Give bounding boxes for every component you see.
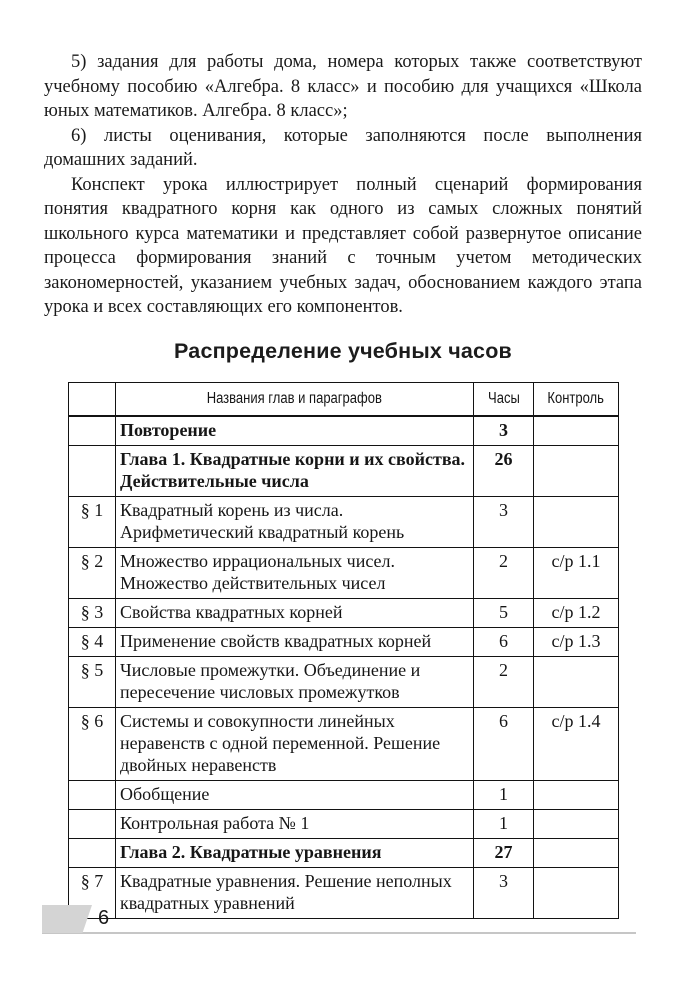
header-label: Часы [487, 389, 520, 407]
table-row [69, 547, 619, 598]
cell-control [534, 445, 619, 496]
cell-hours: 2 [474, 547, 534, 598]
cell-title: Квадратные уравнения. Решение неполных квадратных уравнений [116, 867, 474, 918]
cell-hours: 3 [474, 496, 534, 547]
cell-title: Системы и совокупности линейных неравенств с одной переменной. Решение двойных неравенств [116, 707, 474, 780]
cell-title: Глава 2. Квадратные уравнения [116, 838, 474, 867]
cell-para: § 4 [69, 627, 116, 656]
cell-para: § 6 [69, 707, 116, 780]
cell-para: § 7 [69, 867, 116, 918]
header-cell-hours [474, 382, 534, 416]
cell-para [69, 780, 116, 809]
cell-control: с/р 1.2 [534, 598, 619, 627]
table-header-row [69, 382, 619, 416]
header-cell-title [116, 382, 474, 416]
cell-hours: 5 [474, 598, 534, 627]
cell-control [534, 838, 619, 867]
cell-hours: 26 [474, 445, 534, 496]
cell-control: с/р 1.4 [534, 707, 619, 780]
cell-control [534, 496, 619, 547]
cell-para: § 1 [69, 496, 116, 547]
cell-para [69, 838, 116, 867]
cell-title: Повторение [116, 416, 474, 446]
table-row [69, 707, 619, 780]
cell-title: Обобщение [116, 780, 474, 809]
intro-text [44, 50, 642, 320]
table-row [69, 627, 619, 656]
cell-title: Свойства квадратных корней [116, 598, 474, 627]
cell-hours: 2 [474, 656, 534, 707]
table-row [69, 496, 619, 547]
schedule-table [68, 382, 619, 919]
cell-para: § 2 [69, 547, 116, 598]
table-body [69, 416, 619, 919]
paragraph-item-6: 6) листы оценивания, которые заполняются после выполнения домашних заданий. [44, 125, 642, 170]
header-cell-control [534, 382, 619, 416]
cell-para [69, 416, 116, 446]
table-row [69, 780, 619, 809]
table-row [69, 445, 619, 496]
cell-title: Числовые промежутки. Объединение и пересечение числовых промежутков [116, 656, 474, 707]
footer-rule [42, 932, 636, 934]
cell-hours: 6 [474, 627, 534, 656]
cell-para [69, 809, 116, 838]
cell-control: с/р 1.1 [534, 547, 619, 598]
table-row [69, 809, 619, 838]
footer-tab-shape [42, 905, 92, 933]
header-cell-paragraph [69, 382, 116, 416]
cell-hours: 1 [474, 780, 534, 809]
cell-title: Применение свойств квадратных корней [116, 627, 474, 656]
cell-title: Квадратный корень из числа. Арифметический квадратный корень [116, 496, 474, 547]
cell-hours: 1 [474, 809, 534, 838]
cell-title: Контрольная работа № 1 [116, 809, 474, 838]
cell-para [69, 445, 116, 496]
cell-para: § 5 [69, 656, 116, 707]
cell-title: Глава 1. Квадратные корни и их свойства. Действительные числа [116, 445, 474, 496]
cell-hours: 3 [474, 867, 534, 918]
cell-control [534, 656, 619, 707]
header-label: Контроль [547, 389, 605, 407]
cell-hours: 6 [474, 707, 534, 780]
cell-control [534, 780, 619, 809]
cell-control [534, 416, 619, 446]
section-heading: Распределение учебных часов [174, 338, 512, 363]
table-row [69, 598, 619, 627]
table-row [69, 656, 619, 707]
table-row [69, 416, 619, 446]
cell-control: с/р 1.3 [534, 627, 619, 656]
cell-hours: 3 [474, 416, 534, 446]
page-number: 6 [98, 907, 110, 929]
cell-para: § 3 [69, 598, 116, 627]
cell-hours: 27 [474, 838, 534, 867]
page-footer [42, 904, 636, 934]
header-label: Названия глав и параграфов [206, 389, 383, 407]
cell-title: Множество иррациональных чисел. Множество действительных чисел [116, 547, 474, 598]
cell-control [534, 809, 619, 838]
paragraph-item-5: 5) задания для работы дома, номера которых также соответствуют учебному пособию «Алгебра. 8 класс» и пособию для учащихся «Школа юных математиков. Алгебра. 8 класс»; [44, 52, 642, 121]
table-row [69, 838, 619, 867]
paragraph-lesson-summary: Конспект урока иллюстрирует полный сценарий формирования понятия квадратного корня как одного из самых сложных понятий школьного курса математики и представляет собой развернутое описание процесса формирования знаний с точным учетом методических закономерностей, указанием учебных задач, обоснованием каждого этапа урока и всех составляющих его компонентов. [44, 174, 642, 317]
